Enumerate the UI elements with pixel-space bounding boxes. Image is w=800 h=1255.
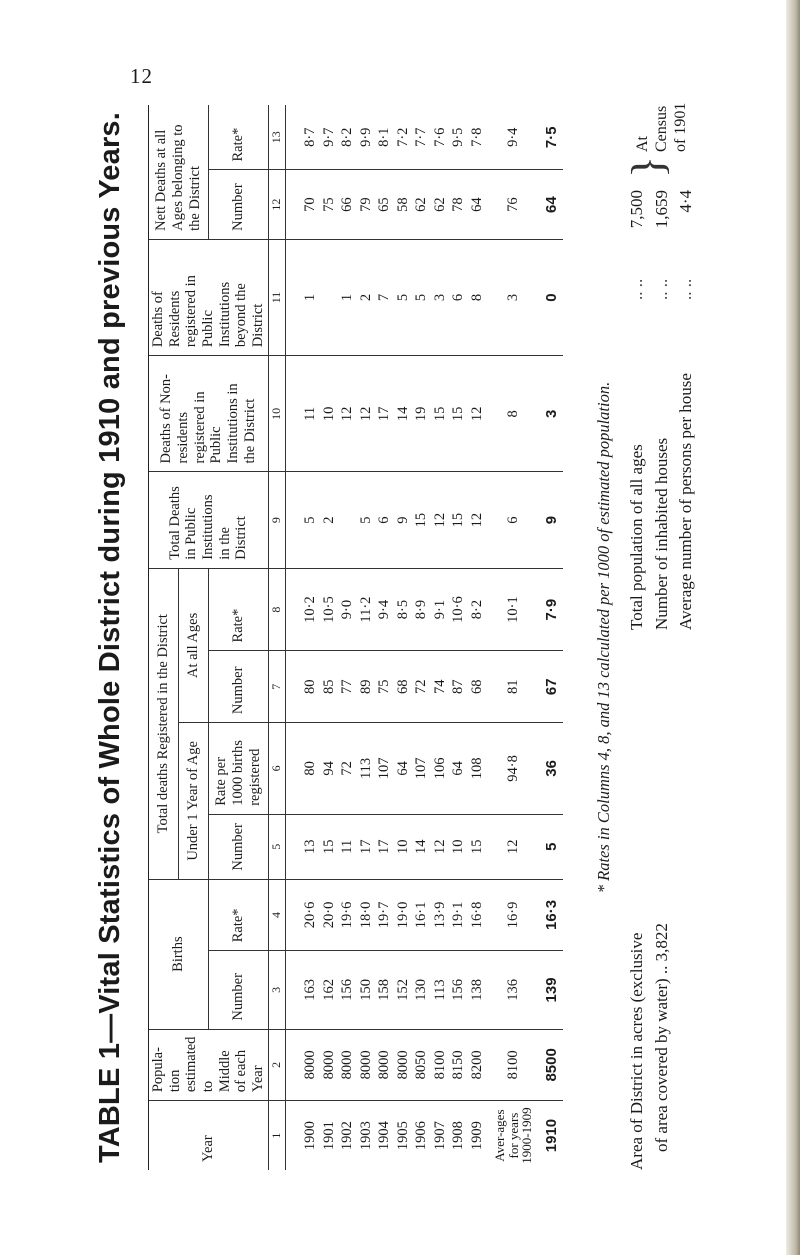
header-population: Popula-tion estimated to Middle of each Year — [149, 1029, 269, 1101]
cell-year: 1903 — [357, 1121, 374, 1151]
cell-res-beyond: 5 — [394, 239, 413, 355]
cell-res-beyond: 3 — [431, 239, 450, 355]
spacer-cell — [285, 1101, 302, 1170]
cell-births-rate: 20·0 — [320, 879, 339, 951]
cell-all-number: 68 — [468, 651, 487, 723]
cell-u1-number: 17 — [376, 814, 395, 879]
header-non-residents: Deaths of Non-residents registered in Public Institutions in the District — [149, 356, 269, 472]
table-body — [285, 105, 563, 1170]
cell-nett-rate: 7·2 — [394, 105, 413, 170]
cell-nett-number: 75 — [320, 170, 339, 239]
cell-births-number: 139 — [541, 951, 563, 1029]
census-persons-value: 4·4 — [676, 190, 696, 213]
cell-res-beyond: 5 — [413, 239, 432, 355]
cell-nett-rate: 7·6 — [431, 105, 450, 170]
column-number: 10 — [268, 356, 285, 472]
table-row — [302, 105, 321, 1170]
cell-res-beyond: 7 — [376, 239, 395, 355]
area-note-value: 3,822 — [651, 923, 671, 962]
cell-population: 8000 — [394, 1029, 413, 1101]
cell-year: 1900 — [302, 1121, 319, 1151]
cell-u1-rate: 108 — [468, 723, 487, 815]
cell-all-rate: 10·1 — [487, 568, 541, 651]
cell-non-res: 17 — [376, 356, 395, 472]
cell-births-rate: 19·1 — [450, 879, 469, 951]
cell-inst-total: 12 — [468, 472, 487, 568]
cell-inst-total: 12 — [431, 472, 450, 568]
cell-year: 1901 — [320, 1121, 337, 1151]
header-all-ages: At all Ages — [178, 568, 208, 722]
cell-all-rate: 10·2 — [302, 568, 321, 651]
header-all-number: Number — [208, 651, 268, 723]
cell-nett-number: 64 — [468, 170, 487, 239]
column-number: 3 — [268, 951, 285, 1029]
cell-u1-number: 15 — [468, 814, 487, 879]
vital-statistics-table — [148, 105, 563, 1170]
census-persons-row — [674, 100, 699, 630]
cell-population: 8000 — [320, 1029, 339, 1101]
cell-nett-number: 65 — [376, 170, 395, 239]
table-row — [357, 105, 376, 1170]
table-row — [431, 105, 450, 1170]
cell-all-rate: 11·2 — [357, 568, 376, 651]
header-residents-beyond: Deaths of Residents registered in Public Institutions beyond the District — [149, 239, 269, 355]
cell-u1-number: 11 — [339, 814, 358, 879]
area-note — [625, 700, 674, 1170]
cell-u1-rate: 72 — [339, 723, 358, 815]
cell-nett-rate: 7·8 — [468, 105, 487, 170]
cell-all-number: 87 — [450, 651, 469, 723]
cell-nett-number: 58 — [394, 170, 413, 239]
cell-year: 1905 — [394, 1121, 411, 1151]
cell-year: 1909 — [468, 1121, 485, 1151]
cell-births-rate: 19·6 — [339, 879, 358, 951]
cell-non-res: 15 — [431, 356, 450, 472]
cell-res-beyond: 1 — [339, 239, 358, 355]
cell-all-number: 80 — [302, 651, 321, 723]
table-row — [320, 105, 339, 1170]
cell-population: 8000 — [376, 1029, 395, 1101]
cell-all-number: 72 — [413, 651, 432, 723]
cell-nett-rate: 7·5 — [541, 105, 563, 170]
cell-nett-rate: 8·7 — [302, 105, 321, 170]
footnote: * Rates in Columns 4, 8, and 13 calculated per 1000 of estimated population. — [594, 381, 613, 894]
cell-births-number: 130 — [413, 951, 432, 1029]
cell-u1-number: 12 — [431, 814, 450, 879]
header-u1-rate: Rate per 1000 births registered — [208, 723, 268, 815]
cell-year: 1908 — [450, 1121, 467, 1151]
area-note-line-1: Area of District in acres (exclusive — [627, 932, 646, 1170]
cell-nett-rate: 9·9 — [357, 105, 376, 170]
cell-year: 1906 — [413, 1121, 430, 1151]
cell-births-rate: 16·8 — [468, 879, 487, 951]
cell-population: 8050 — [413, 1029, 432, 1101]
cell-population: 8200 — [468, 1029, 487, 1101]
cell-inst-total: 6 — [376, 472, 395, 568]
table-row — [413, 105, 432, 1170]
cell-non-res: 19 — [413, 356, 432, 472]
cell-year: Aver-ages for years 1900-1909 — [492, 1107, 535, 1164]
census-label: At Census of 1901 — [634, 102, 690, 152]
cell-u1-number: 12 — [487, 814, 541, 879]
cell-births-rate: 16·9 — [487, 879, 541, 951]
column-number: 7 — [268, 651, 285, 723]
cell-nett-number: 66 — [339, 170, 358, 239]
cell-all-number: 67 — [541, 651, 563, 723]
header-total-deaths: Total deaths Registered in the District — [149, 568, 179, 879]
spacer-cell — [285, 472, 302, 568]
census-houses-label: Number of inhabited houses — [651, 437, 671, 630]
cell-nett-number: 70 — [302, 170, 321, 239]
cell-nett-number: 64 — [541, 170, 563, 239]
column-number: 9 — [268, 472, 285, 568]
cell-population: 8000 — [302, 1029, 321, 1101]
cell-inst-total: 15 — [413, 472, 432, 568]
cell-u1-rate: 106 — [431, 723, 450, 815]
cell-inst-total: 9 — [394, 472, 413, 568]
spacer-cell — [285, 879, 302, 951]
column-number: 5 — [268, 814, 285, 879]
cell-population: 8150 — [450, 1029, 469, 1101]
table-row — [450, 105, 469, 1170]
cell-all-rate: 9·1 — [431, 568, 450, 651]
cell-births-number: 138 — [468, 951, 487, 1029]
census-population-value: 7,500 — [627, 190, 646, 229]
column-number: 12 — [268, 170, 285, 239]
cell-births-number: 156 — [339, 951, 358, 1029]
year-1910-row — [541, 105, 563, 1170]
cell-all-number: 81 — [487, 651, 541, 723]
cell-births-rate: 18·0 — [357, 879, 376, 951]
cell-u1-number: 14 — [413, 814, 432, 879]
header-under-1: Under 1 Year of Age — [178, 723, 208, 880]
cell-non-res: 11 — [302, 356, 321, 472]
cell-nett-number: 62 — [413, 170, 432, 239]
cell-all-rate: 10·6 — [450, 568, 469, 651]
averages-row — [487, 105, 541, 1170]
header-u1-number: Number — [208, 814, 268, 879]
cell-births-rate: 16·3 — [541, 879, 563, 951]
cell-all-rate: 8·5 — [394, 568, 413, 651]
cell-all-rate: 10·5 — [320, 568, 339, 651]
column-number-row — [268, 105, 285, 1170]
cell-nett-rate: 8·1 — [376, 105, 395, 170]
cell-all-number: 85 — [320, 651, 339, 723]
cell-nett-number: 79 — [357, 170, 376, 239]
cell-births-number: 136 — [487, 951, 541, 1029]
cell-non-res: 12 — [357, 356, 376, 472]
page-number: 12 — [130, 64, 153, 88]
cell-all-number: 74 — [431, 651, 450, 723]
cell-births-number: 152 — [394, 951, 413, 1029]
census-dots: .. .. — [627, 278, 646, 300]
table-title: TABLE 1—Vital Statistics of Whole District during 1910 and previous Years. — [94, 111, 126, 1164]
header-year: Year — [149, 1101, 269, 1170]
cell-all-number: 68 — [394, 651, 413, 723]
cell-nett-rate: 9·4 — [487, 105, 541, 170]
column-number: 6 — [268, 723, 285, 815]
row-spacer — [285, 105, 302, 1170]
cell-births-number: 150 — [357, 951, 376, 1029]
cell-all-number: 75 — [376, 651, 395, 723]
cell-nett-rate: 7·7 — [413, 105, 432, 170]
cell-inst-total: 15 — [450, 472, 469, 568]
cell-u1-rate: 113 — [357, 723, 376, 815]
header-nett-deaths: Nett Deaths at all Ages belonging to the District — [149, 105, 209, 239]
cell-u1-number: 15 — [320, 814, 339, 879]
cell-nett-rate: 8·2 — [339, 105, 358, 170]
census-population-label: Total population of all ages — [627, 444, 646, 630]
cell-non-res: 12 — [468, 356, 487, 472]
census-houses-row — [650, 100, 675, 630]
cell-non-res: 14 — [394, 356, 413, 472]
cell-all-number: 77 — [339, 651, 358, 723]
cell-res-beyond: 8 — [468, 239, 487, 355]
table-row — [394, 105, 413, 1170]
cell-u1-rate: 107 — [413, 723, 432, 815]
cell-res-beyond: 2 — [357, 239, 376, 355]
cell-births-rate: 13·9 — [431, 879, 450, 951]
cell-births-rate: 20·6 — [302, 879, 321, 951]
spacer-cell — [285, 723, 302, 815]
cell-nett-number: 62 — [431, 170, 450, 239]
cell-u1-rate: 107 — [376, 723, 395, 815]
cell-inst-total: 5 — [302, 472, 321, 568]
table-row — [339, 105, 358, 1170]
cell-nett-rate: 9·5 — [450, 105, 469, 170]
header-births: Births — [149, 879, 209, 1029]
census-dots: .. .. — [676, 278, 696, 300]
cell-births-rate: 19·0 — [394, 879, 413, 951]
cell-year: 1902 — [339, 1121, 356, 1151]
cell-births-number: 163 — [302, 951, 321, 1029]
cell-nett-number: 78 — [450, 170, 469, 239]
area-note-line-2 — [650, 700, 675, 1170]
column-number: 4 — [268, 879, 285, 951]
cell-births-rate: 16·1 — [413, 879, 432, 951]
cell-population: 8000 — [357, 1029, 376, 1101]
cell-u1-number: 5 — [541, 814, 563, 879]
table-row — [468, 105, 487, 1170]
column-number: 11 — [268, 239, 285, 355]
table-row — [376, 105, 395, 1170]
census-houses-value: 1,659 — [651, 190, 671, 229]
cell-all-rate: 8·2 — [468, 568, 487, 651]
spacer-cell — [285, 170, 302, 239]
cell-year: 1907 — [431, 1121, 448, 1151]
column-number: 2 — [268, 1029, 285, 1101]
area-note-label: of area covered by water) — [651, 978, 671, 1152]
census-dots: .. .. — [651, 278, 671, 300]
cell-inst-total: 5 — [357, 472, 376, 568]
census-brace: } — [622, 155, 673, 178]
spacer-cell — [285, 814, 302, 879]
cell-res-beyond: 3 — [487, 239, 541, 355]
header-nett-number: Number — [208, 170, 268, 239]
cell-u1-number: 17 — [357, 814, 376, 879]
spacer-cell — [285, 239, 302, 355]
column-number: 8 — [268, 568, 285, 651]
header-births-rate: Rate* — [208, 879, 268, 951]
cell-population: 8500 — [541, 1029, 563, 1101]
cell-all-rate: 8·9 — [413, 568, 432, 651]
cell-non-res: 10 — [320, 356, 339, 472]
cell-inst-total: 9 — [541, 472, 563, 568]
cell-nett-rate: 9·7 — [320, 105, 339, 170]
cell-year: 1904 — [376, 1121, 393, 1151]
cell-u1-number: 10 — [394, 814, 413, 879]
census-persons-label: Average number of persons per house — [676, 373, 696, 630]
cell-res-beyond: 6 — [450, 239, 469, 355]
cell-all-rate: 9·0 — [339, 568, 358, 651]
spacer-cell — [285, 651, 302, 723]
cell-u1-rate: 36 — [541, 723, 563, 815]
cell-non-res: 3 — [541, 356, 563, 472]
spacer-cell — [285, 568, 302, 651]
spacer-cell — [285, 1029, 302, 1101]
header-institution-deaths: Total Deaths in Public Institutions in the District — [149, 472, 269, 568]
rotated-page-content — [90, 70, 740, 1170]
census-block — [622, 100, 699, 630]
cell-u1-rate: 80 — [302, 723, 321, 815]
cell-u1-rate: 64 — [394, 723, 413, 815]
column-number: 1 — [268, 1101, 285, 1170]
cell-nett-number: 76 — [487, 170, 541, 239]
spacer-cell — [285, 105, 302, 170]
cell-u1-rate: 94 — [320, 723, 339, 815]
page-edge — [786, 0, 800, 1255]
cell-res-beyond — [320, 239, 339, 355]
cell-u1-rate: 64 — [450, 723, 469, 815]
spacer-cell — [285, 356, 302, 472]
column-number: 13 — [268, 105, 285, 170]
cell-year: 1910 — [543, 1118, 560, 1153]
cell-population: 8100 — [487, 1029, 541, 1101]
area-note-dots: .. — [651, 965, 671, 975]
cell-births-number: 162 — [320, 951, 339, 1029]
header-all-rate: Rate* — [208, 568, 268, 651]
cell-inst-total: 2 — [320, 472, 339, 568]
cell-non-res: 15 — [450, 356, 469, 472]
cell-u1-number: 10 — [450, 814, 469, 879]
spacer-cell — [285, 951, 302, 1029]
header-births-number: Number — [208, 951, 268, 1029]
cell-all-rate: 7·9 — [541, 568, 563, 651]
cell-non-res: 8 — [487, 356, 541, 472]
cell-inst-total — [339, 472, 358, 568]
cell-births-number: 156 — [450, 951, 469, 1029]
cell-all-number: 89 — [357, 651, 376, 723]
header-nett-rate: Rate* — [208, 105, 268, 170]
cell-inst-total: 6 — [487, 472, 541, 568]
cell-population: 8100 — [431, 1029, 450, 1101]
cell-res-beyond: 0 — [541, 239, 563, 355]
cell-births-rate: 19·7 — [376, 879, 395, 951]
cell-births-number: 158 — [376, 951, 395, 1029]
cell-non-res: 12 — [339, 356, 358, 472]
cell-population: 8000 — [339, 1029, 358, 1101]
cell-u1-number: 13 — [302, 814, 321, 879]
cell-u1-rate: 94·8 — [487, 723, 541, 815]
cell-all-rate: 9·4 — [376, 568, 395, 651]
cell-res-beyond: 1 — [302, 239, 321, 355]
census-population-row — [625, 100, 650, 630]
cell-births-number: 113 — [431, 951, 450, 1029]
header-row-1 — [149, 105, 179, 1170]
